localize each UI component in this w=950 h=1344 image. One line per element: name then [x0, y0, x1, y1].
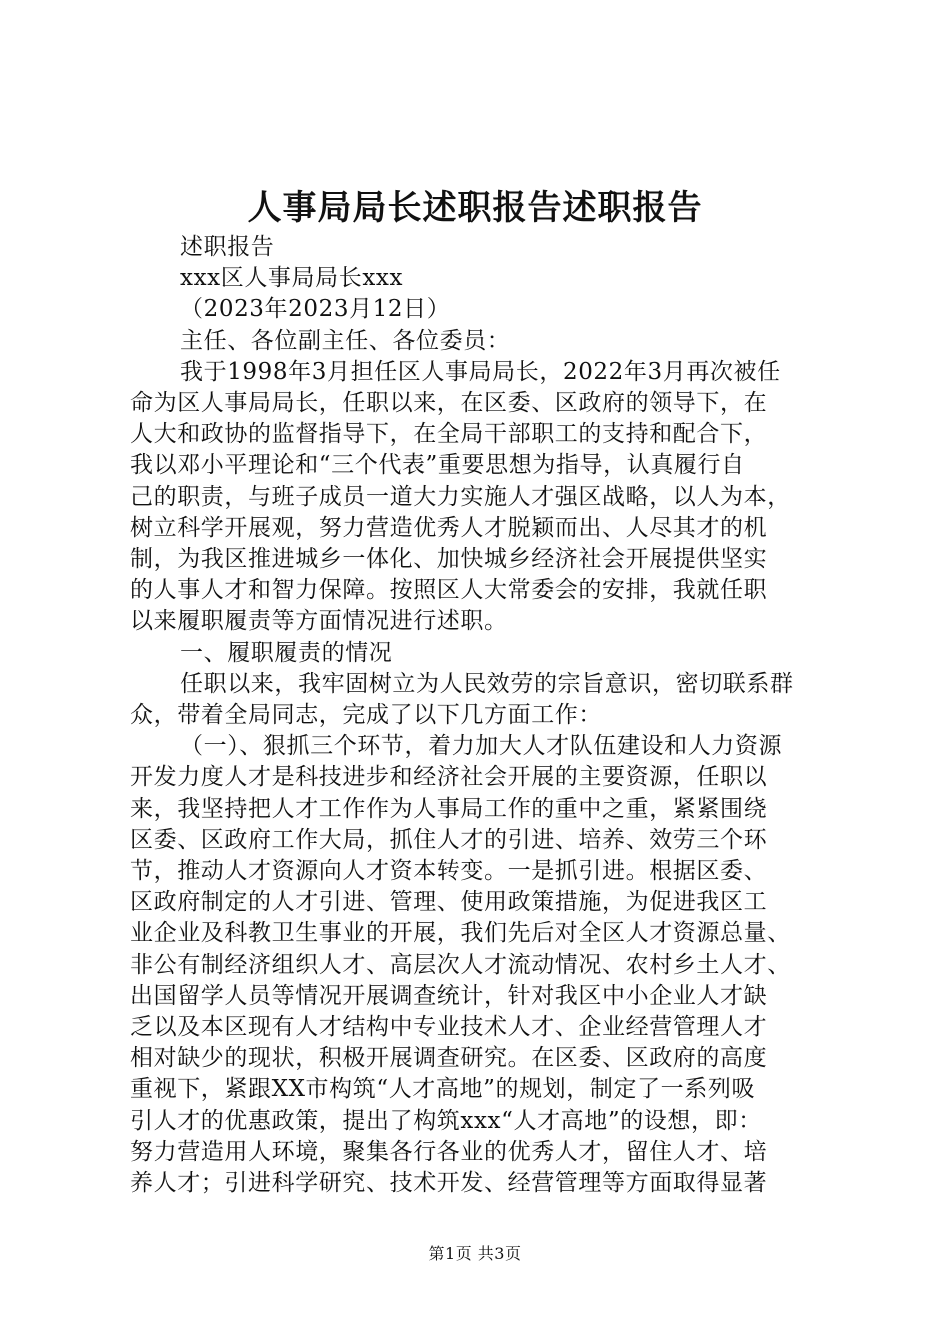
body-line: 命为区人事局局长，任职以来，在区委、区政府的领导下，在 [130, 390, 768, 417]
body-line: 我以邓小平理论和“三个代表”重要思想为指导，认真履行自 [130, 452, 745, 479]
body-line: 我于1998年3月担任区人事局局长，2022年3月再次被任 [180, 358, 781, 385]
body-line: 开发力度人才是科技进步和经济社会开展的主要资源，任职以 [130, 764, 768, 791]
body-line: 区政府制定的人才引进、管理、使用政策措施，为促进我区工 [130, 889, 768, 916]
body-line: （2023年2023月12日） [180, 296, 451, 323]
body-line: 树立科学开展观，努力营造优秀人才脱颖而出、人尽其才的机 [130, 514, 768, 541]
body-line: 养人才；引进科学研究、技术开发、经营管理等方面取得显著 [130, 1170, 768, 1197]
section-heading: 一、履职履责的情况 [180, 639, 393, 666]
body-line: 的人事人才和智力保障。按照区人大常委会的安排，我就任职 [130, 577, 768, 604]
body-line: xxx区人事局局长xxx [180, 265, 404, 292]
body-line: 以来履职履责等方面情况进行述职。 [130, 608, 508, 635]
body-line: 任职以来，我牢固树立为人民效劳的宗旨意识，密切联系群 [180, 670, 794, 697]
body-line: 努力营造用人环境，聚集各行各业的优秀人才，留住人才、培 [130, 1138, 768, 1165]
page-number-footer: 第1页 共3页 [428, 1244, 522, 1263]
body-line: 众，带着全局同志，完成了以下几方面工作： [130, 702, 602, 729]
body-line: 人大和政协的监督指导下，在全局干部职工的支持和配合下， [130, 421, 768, 448]
body-line: 相对缺少的现状，积极开展调查研究。在区委、区政府的高度 [130, 1045, 768, 1072]
document-title: 人事局局长述职报告述职报告 [247, 188, 703, 228]
body-line: 重视下，紧跟XX市构筑“人才高地”的规划，制定了一系列吸 [130, 1076, 756, 1103]
body-line: 引人才的优惠政策，提出了构筑xxx“人才高地”的设想，即： [130, 1107, 762, 1134]
body-line: 出国留学人员等情况开展调查统计，针对我区中小企业人才缺 [130, 982, 768, 1009]
body-line: 述职报告 [180, 234, 275, 260]
body-line: 己的职责，与班子成员一道大力实施人才强区战略，以人为本， [130, 483, 791, 510]
document-body [130, 232, 830, 1199]
body-line: 区委、区政府工作大局，抓住人才的引进、培养、效劳三个环 [130, 826, 768, 853]
body-line: 来，我坚持把人才工作作为人事局工作的重中之重，紧紧围绕 [130, 795, 768, 822]
body-line: 业企业及科教卫生事业的开展，我们先后对全区人才资源总量、 [130, 920, 791, 947]
body-line: 非公有制经济组织人才、高层次人才流动情况、农村乡土人才、 [130, 951, 791, 978]
body-line: 制，为我区推进城乡一体化、加快城乡经济社会开展提供坚实 [130, 546, 768, 573]
body-line: （一）、狠抓三个环节，着力加大人才队伍建设和人力资源 [180, 733, 783, 760]
body-line: 乏以及本区现有人才结构中专业技术人才、企业经营管理人才 [130, 1014, 768, 1041]
body-line: 主任、各位副主任、各位委员： [180, 327, 511, 354]
body-line: 节，推动人才资源向人才资本转变。一是抓引进。根据区委、 [130, 858, 768, 885]
